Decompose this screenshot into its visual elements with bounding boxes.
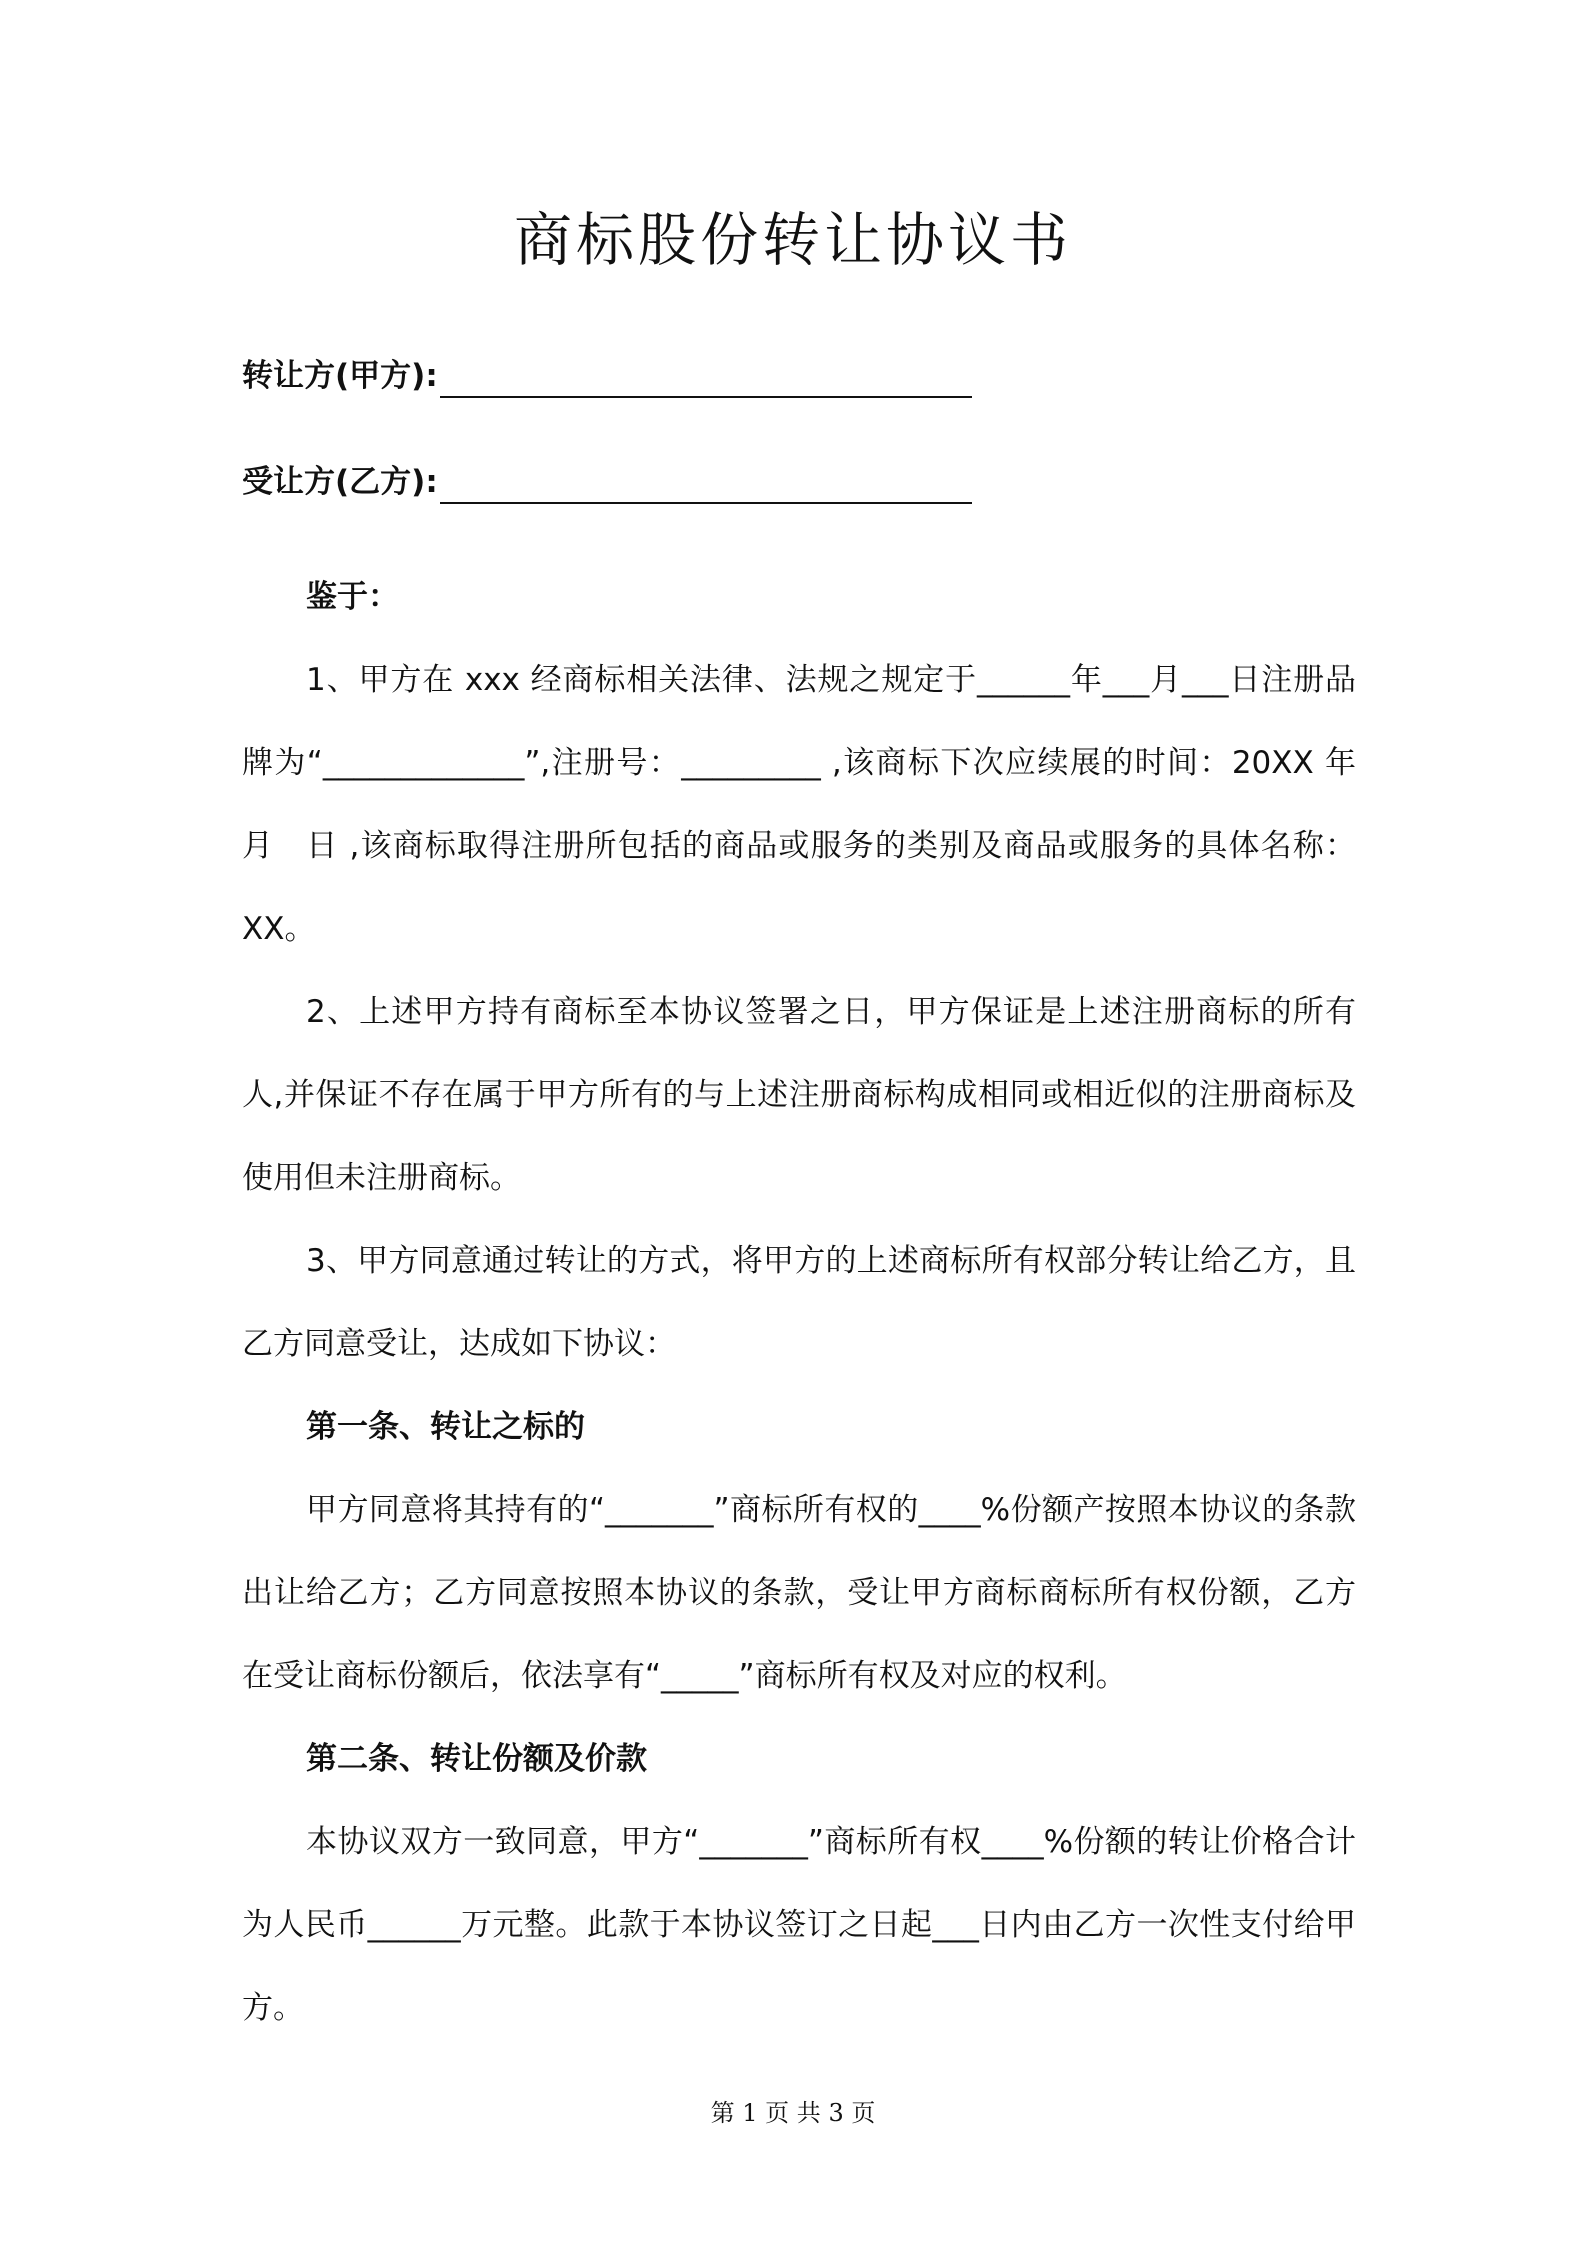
document-title: 商标股份转让协议书 (513, 206, 1072, 274)
clause-paragraph-2: 2、上述甲方持有商标至本协议签署之日，甲方保证是上述注册商标的所有人,并保证不存在属于甲方所有的与上述注册商标构成相同或相近似的注册商标及使用但未注册商标。 (242, 994, 1356, 1196)
party-a-label: 转让方(甲方): (242, 358, 438, 394)
article-1-heading: 第一条、转让之标的 (306, 1409, 585, 1445)
clause-paragraph-3: 3、甲方同意通过转让的方式，将甲方的上述商标所有权部分转让给乙方，且乙方同意受让，达成如下协议： (242, 1243, 1356, 1362)
document-body (242, 556, 1387, 2050)
article-1-paragraph: 甲方同意将其持有的“_______”商标所有权的____%份额产按照本协议的条款出让给乙方；乙方同意按照本协议的条款，受让甲方商标商标所有权份额，乙方在受让商标份额后，依法享有“_____”商标所有权及对应的权利。 (242, 1492, 1356, 1694)
clause-paragraph-1: 1、甲方在 xxx 经商标相关法律、法规之规定于______年___月___日注册品牌为“_____________”,注册号：_________ ,该商标下次应续展的时间：20XX 年 月 日 ,该商标取得注册所包括的商品或服务的类别及商品或服务的具体名称：XX。 (242, 662, 1387, 947)
party-a-field (242, 354, 972, 398)
party-a-blank-line (440, 360, 972, 398)
article-2-paragraph: 本协议双方一致同意，甲方“_______”商标所有权____%份额的转让价格合计为人民币______万元整。此款于本协议签订之日起___日内由乙方一次性支付给甲方。 (242, 1824, 1356, 2026)
party-b-field (242, 460, 972, 504)
page-number-footer: 第 1 页 共 3 页 (710, 2099, 876, 2127)
whereas-heading: 鉴于： (306, 579, 399, 615)
party-b-blank-line (440, 466, 972, 504)
party-b-label: 受让方(乙方): (242, 464, 438, 500)
article-2-heading: 第二条、转让份额及价款 (306, 1741, 647, 1777)
